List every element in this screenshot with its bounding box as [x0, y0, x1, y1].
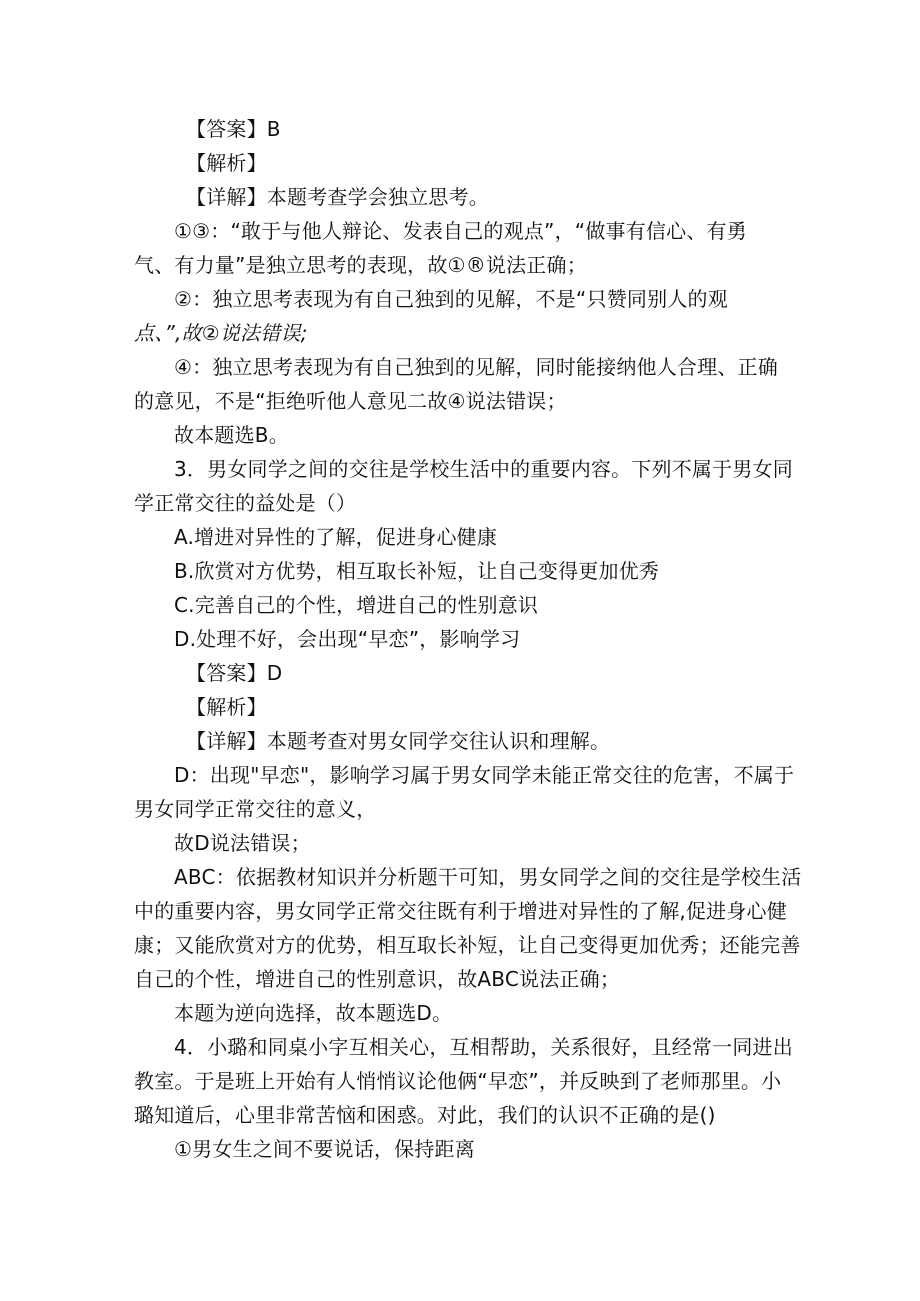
paragraph-line: 气、有力量”是独立思考的表现，故①®说法正确； [134, 253, 587, 277]
option-a: A.增进对异性的了解，促进身心健康 [174, 525, 498, 549]
detail-explanation-q2: 【详解】本题考查学会独立思考。 [186, 185, 489, 209]
paragraph-line: ②：独立思考表现为有自己独到的见解，不是“只赞同别人的观 [174, 287, 728, 311]
question-3: 3．男女同学之间的交往是学校生活中的重要内容。下列不属于男女同 [174, 457, 793, 481]
question-4-continuation: 璐知道后，心里非常苦恼和困惑。对此，我们的认识不正确的是() [134, 1103, 716, 1127]
paragraph-line: D：出现"早恋"，影响学习属于男女同学未能正常交往的危害，不属于 [174, 763, 795, 787]
analysis-label-q3: 【解析】 [186, 695, 267, 719]
conclusion-line: 故本题选B。 [174, 423, 289, 447]
paragraph-line: 男女同学正常交往的意义， [134, 797, 377, 821]
answer-label-q3: 【答案】D [186, 661, 283, 685]
paragraph-line: 故D说法错误； [174, 831, 311, 855]
paragraph-line: 中的重要内容，男女同学正常交往既有利于增进对异性的了解,促进身心健 [134, 899, 787, 923]
option-c: C.完善自己的个性，增进自己的性别意识 [174, 593, 539, 617]
paragraph-line: ABC：依据教材知识并分析题干可知，男女同学之间的交往是学校生活 [174, 865, 802, 889]
analysis-label-q2: 【解析】 [186, 151, 267, 175]
question-3-continuation: 学正常交往的益处是（） [134, 491, 357, 515]
statement-1: ①男女生之间不要说话，保持距离 [174, 1137, 475, 1161]
paragraph-line: 点、”,故②说法错误; [134, 321, 308, 345]
paragraph-line: 康；又能欣赏对方的优势，相互取长补短，让自己变得更加优秀；还能完善 [134, 933, 801, 957]
paragraph-line: ①③：“敢于与他人辩论、发表自己的观点”，“做事有信心、有勇 [174, 219, 747, 243]
paragraph-line: 自己的个性，增进自己的性别意识，故ABC说法正确； [134, 967, 621, 991]
detail-explanation-q3: 【详解】本题考查对男女同学交往认识和理解。 [186, 729, 611, 753]
option-d: D.处理不好，会出现“早恋”，影响学习 [174, 627, 521, 651]
conclusion-line: 本题为逆向选择，故本题选D。 [174, 1001, 453, 1025]
paragraph-line: ④：独立思考表现为有自己独到的见解，同时能接纳他人合理、正确 [174, 355, 778, 379]
question-4: 4．小璐和同桌小字互相关心，互相帮助，关系很好，且经常一同进出 [174, 1035, 793, 1059]
question-4-continuation: 教室。于是班上开始有人悄悄议论他俩“早恋”，并反映到了老师那里。小 [134, 1069, 782, 1093]
paragraph-line: 的意见，不是“拒绝听他人意见二故④说法错误； [134, 389, 567, 413]
answer-label-q2: 【答案】B [186, 117, 281, 141]
option-b: B.欣赏对方优势，相互取长补短，让自己变得更加优秀 [174, 559, 660, 583]
